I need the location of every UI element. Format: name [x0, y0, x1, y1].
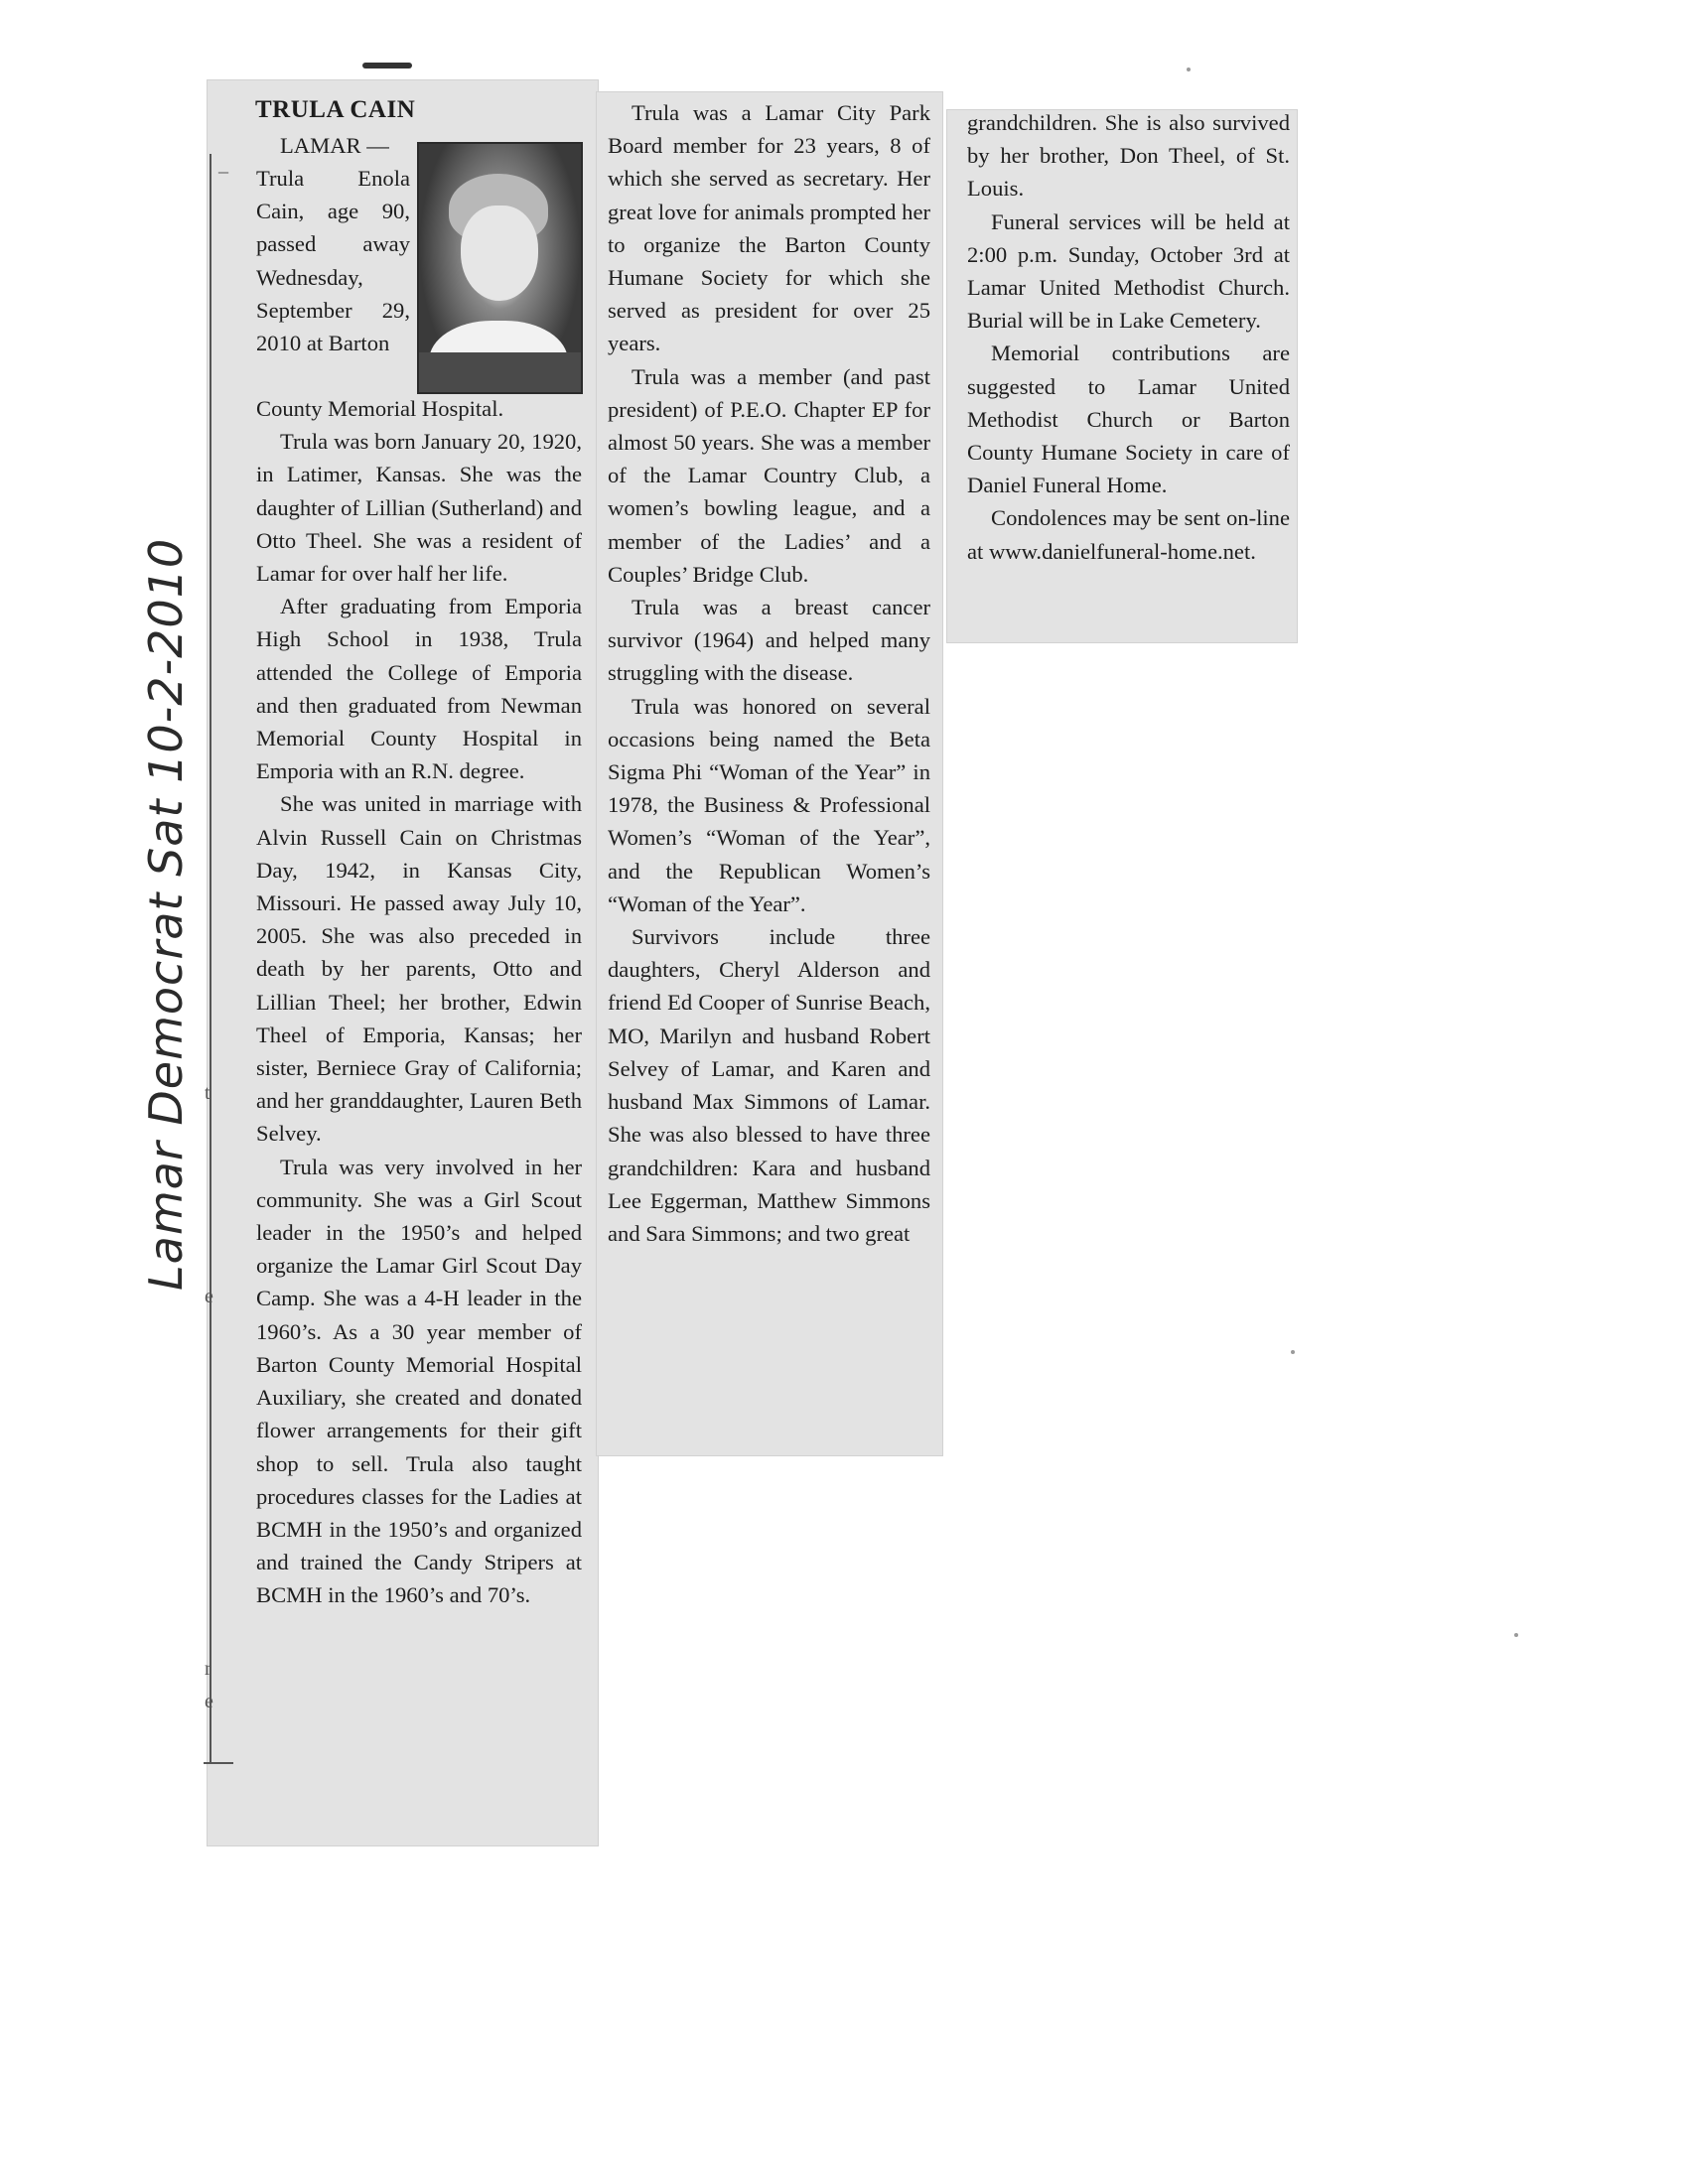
margin-mark: e [205, 1286, 213, 1307]
margin-mark: t [205, 1082, 211, 1104]
photo-face [461, 205, 538, 301]
scan-speck [1187, 68, 1191, 71]
column-1-body [256, 392, 582, 1612]
paragraph: Trula was a Lamar City Park Board member for 23 years, 8 of which she served as secretary. Her great love for animals prompted her to organize the Barton County Humane Society for which she served as president for over 25 years. [608, 100, 930, 356]
paragraph: Trula was born January 20, 1920, in Latimer, Kansas. She was the daughter of Lillian (Sutherland) and Otto Theel. She was a resident of Lamar for over half her life. [256, 429, 582, 587]
paragraph: County Memorial Hospital. [256, 396, 504, 421]
scan-speck [1291, 1350, 1295, 1354]
margin-mark: e [205, 1691, 213, 1712]
column-2 [608, 96, 930, 1250]
margin-mark: _ [218, 154, 228, 176]
paragraph: Trula Enola Cain, age 90, passed away Wednesday, September 29, 2010 at Barton [256, 166, 410, 356]
column-1-intro [256, 129, 410, 162]
paragraph: She was united in marriage with Alvin Russell Cain on Christmas Day, 1942, in Kansas City, Missouri. He passed away July 10, 2005. She was also preceded in death by her parents, Otto and Lillian Theel; her brother, Edwin Theel of Emporia, Kansas; her sister, Berniece Gray of California; and her granddaughter, Lauren Beth Selvey. [256, 791, 582, 1147]
obituary-headline: TRULA CAIN [255, 96, 416, 123]
tape-mark [362, 63, 412, 68]
paragraph: Trula was a breast cancer survivor (1964) and helped many struggling with the disease. [608, 595, 930, 686]
paragraph: Funeral services will be held at 2:00 p.m. Sunday, October 3rd at Lamar United Methodist Church. Burial will be in Lake Cemetery. [967, 208, 1290, 334]
paragraph: LAMAR — [280, 133, 389, 158]
margin-line-foot [204, 1762, 233, 1764]
portrait-photo [417, 142, 583, 394]
paragraph: Trula was honored on several occasions being named the Beta Sigma Phi “Woman of the Year” in 1978, the Business & Professional Women’s “Woman of the Year”, and the Republican Women’s “Woman of the Year”. [608, 693, 930, 916]
paragraph: grandchildren. She is also survived by her brother, Don Theel, of St. Louis. [967, 110, 1290, 202]
column-3 [967, 106, 1290, 568]
paragraph: Trula was a member (and past president) of P.E.O. Chapter EP for almost 50 years. She was a member of the Lamar Country Club, a women’s bowling league, and a member of the Ladies’ and a Couples’ Bridge Club. [608, 363, 930, 587]
margin-line [210, 154, 211, 1762]
photo-shirt [419, 352, 581, 394]
paragraph: Memorial contributions are suggested to Lamar United Methodist Church or Barton County Humane Society in care of Daniel Funeral Home. [967, 341, 1290, 498]
handwritten-source-note: Lamar Democrat Sat 10-2-2010 [139, 537, 193, 1291]
full-opening-paragraph [256, 1846, 257, 1847]
paragraph: After graduating from Emporia High School in 1938, Trula attended the College of Emporia and then graduated from Newman Memorial County Hospital in Emporia with an R.N. degree. [256, 594, 582, 784]
paragraph: Trula was very involved in her community. She was a Girl Scout leader in the 1950’s and helped organize the Lamar Girl Scout Day Camp. She was a 4-H leader in the 1960’s. As a 30 year member of Barton County Memorial Hospital Auxiliary, she created and donated flower arrangements for their gift shop to sell. Trula also taught procedures classes for the Ladies at BCMH in the 1950’s and organized and trained the Candy Stripers at BCMH in the 1960’s and 70’s. [256, 1154, 582, 1608]
paragraph: Condolences may be sent on-line at www.danielfuneral-home.net. [967, 505, 1290, 564]
margin-mark: r [205, 1658, 211, 1680]
paragraph: Survivors include three daughters, Cheryl Alderson and friend Ed Cooper of Sunrise Beach, MO, Marilyn and husband Robert Selvey of Lamar, and Karen and husband Max Simmons of Lamar. She was also blessed to have three grandchildren: Kara and husband Lee Eggerman, Matthew Simmons and Sara Simmons; and two great [608, 924, 930, 1246]
column-1-beside-photo [256, 162, 410, 359]
scan-speck [1514, 1633, 1518, 1637]
